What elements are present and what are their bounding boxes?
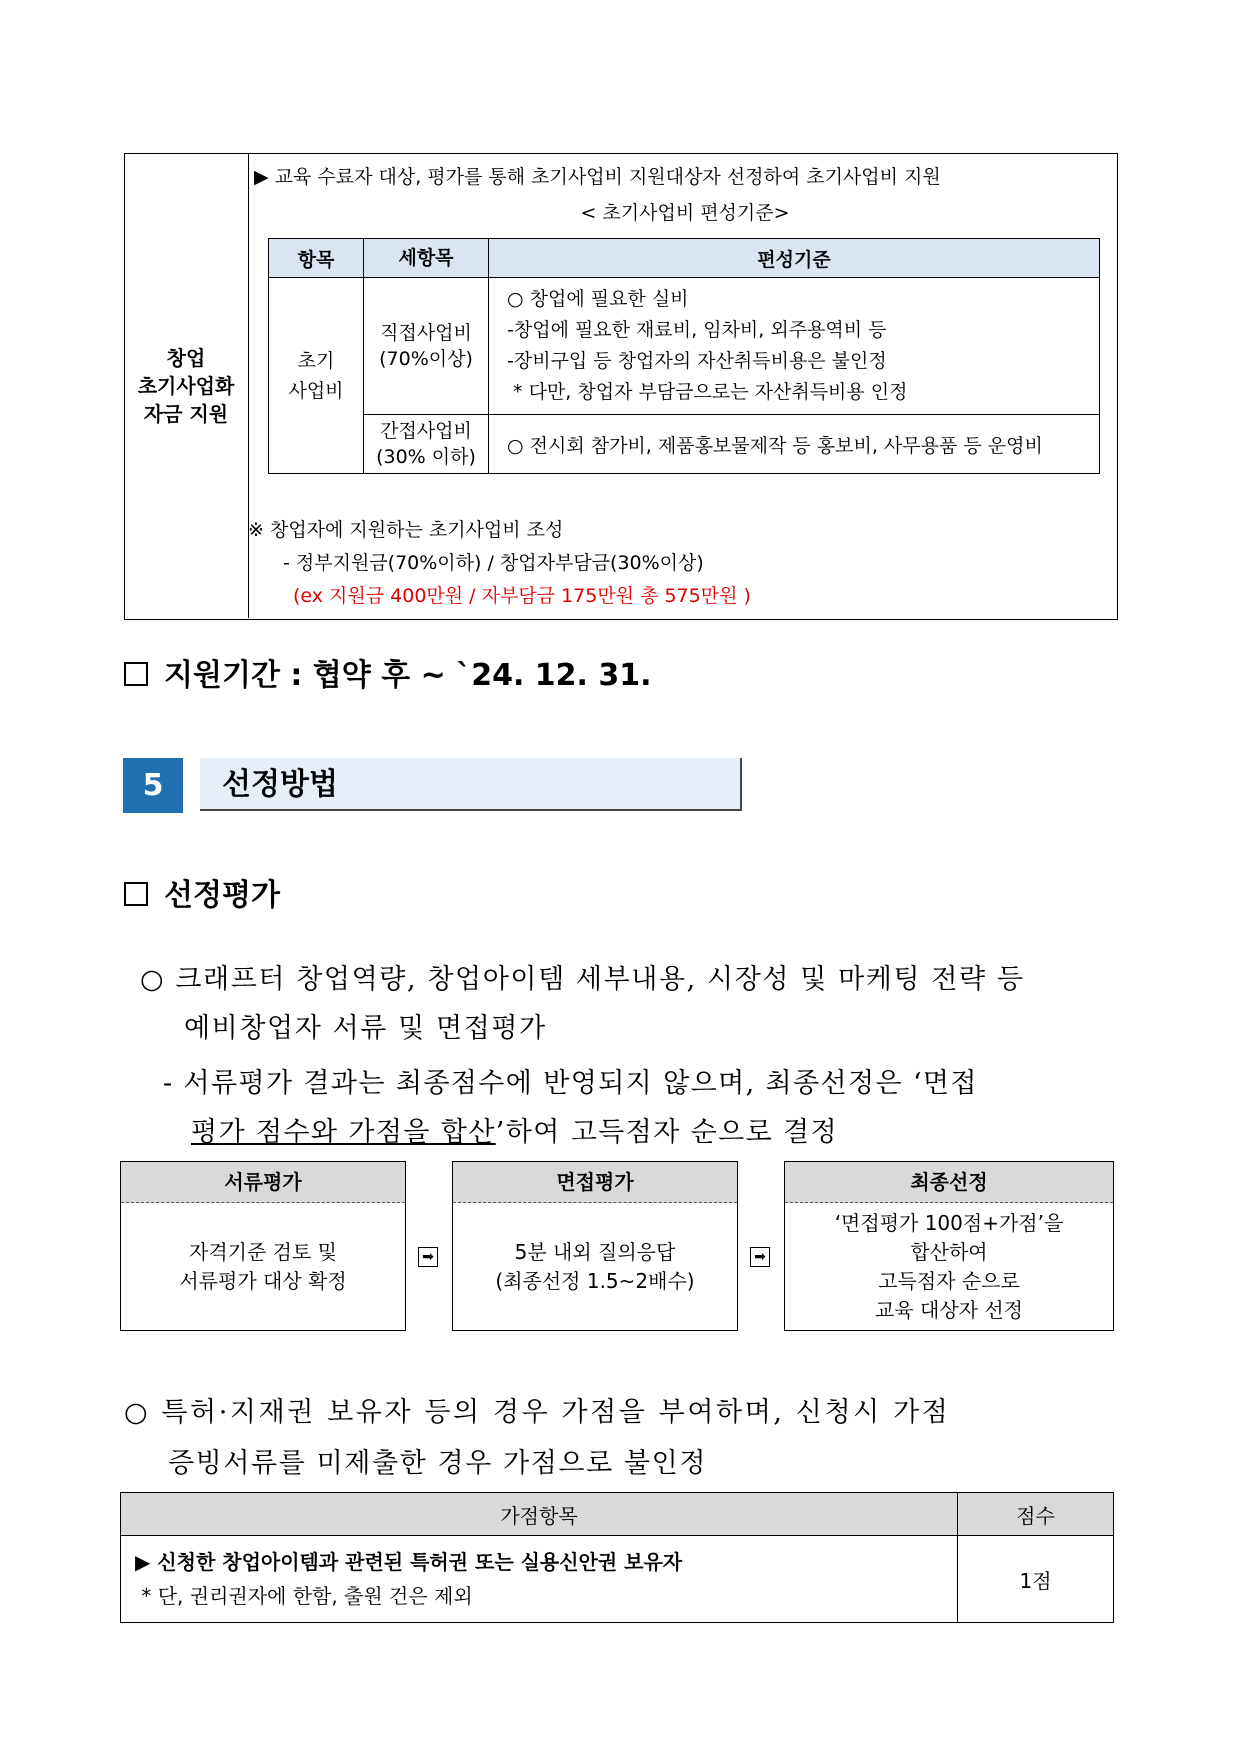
bonus-para-line: ○ 특허·지재권 보유자 등의 경우 가점을 부여하며, 신청시 가점: [124, 1397, 951, 1428]
flow-step-document: [120, 1161, 406, 1331]
bonus-score-cell: 1점: [958, 1536, 1114, 1623]
budget-criteria-table: [268, 238, 1100, 474]
col-header-score: 점수: [958, 1493, 1114, 1536]
subitem-cell: 직접사업비 (70%이상): [364, 278, 489, 415]
flow-step-body: 자격기준 검토 및 서류평가 대상 확정: [179, 1240, 347, 1293]
period-heading: [124, 650, 652, 694]
period-text: 지원기간 : 협약 후 ~ `24. 12. 31.: [164, 658, 652, 693]
budget-note: ※ 창업자에 지원하는 초기사업비 조성: [248, 519, 564, 541]
col-header-item: 항목: [269, 239, 364, 278]
criteria-line: * 다만, 창업자 부담금으로는 자산취득비용 인정: [507, 381, 908, 403]
criteria-line: ○ 창업에 필요한 실비: [507, 288, 689, 310]
criteria-line: -창업에 필요한 재료비, 임차비, 외주용역비 등: [507, 319, 887, 341]
section-title: 선정방법: [200, 758, 742, 811]
eval-para-line: [191, 1110, 838, 1149]
criteria-line: -장비구입 등 창업자의 자산취득비용은 불인정: [507, 350, 887, 372]
eval-para-line: ○ 크래프터 창업역량, 창업아이템 세부내용, 시장성 및 마케팅 전략 등: [140, 964, 1025, 995]
budget-table-caption: < 초기사업비 편성기준>: [580, 202, 790, 224]
eval-para-rest: ’하여 고득점자 순으로 결정: [495, 1117, 839, 1148]
table-row: [121, 1536, 1114, 1623]
budget-note-example: (ex 지원금 400만원 / 자부담금 175만원 총 575만원 ): [293, 585, 751, 607]
bonus-item-cell: [121, 1536, 958, 1623]
arrow-right-icon: ➡: [750, 1247, 770, 1267]
checkbox-square-icon: [124, 662, 148, 686]
flow-step-final: [784, 1161, 1114, 1331]
arrow-right-icon: ➡: [418, 1247, 438, 1267]
table-row: [269, 415, 1100, 474]
underlined-text: 평가 점수와 가점을 합산: [191, 1117, 496, 1148]
support-category-label: 창업 초기사업화 자금 지원: [124, 153, 249, 618]
flow-step-title: 면접평가: [453, 1162, 737, 1203]
flow-step-body: 5분 내외 질의응답 (최종선정 1.5~2배수): [495, 1240, 695, 1293]
eval-para-line: 예비창업자 서류 및 면접평가: [184, 1013, 547, 1044]
criteria-cell: [489, 415, 1100, 474]
support-description: ▶ 교육 수료자 대상, 평가를 통해 초기사업비 지원대상자 선정하여 초기사업비 지원: [254, 166, 941, 188]
section-number: 5: [123, 758, 183, 813]
category-cell: 초기 사업비: [269, 278, 364, 474]
eval-para-line: - 서류평가 결과는 최종점수에 반영되지 않으며, 최종선정은 ‘면접: [163, 1068, 978, 1099]
budget-note-ratio: - 정부지원금(70%이하) / 창업자부담금(30%이상): [283, 552, 704, 574]
col-header-subitem: 세항목: [364, 239, 489, 278]
col-header-criteria: 편성기준: [489, 239, 1100, 278]
flow-step-body: ‘면접평가 100점+가점’을 합산하여 고득점자 순으로 교육 대상자 선정: [834, 1211, 1064, 1322]
flow-step-title: 최종선정: [785, 1162, 1113, 1203]
bonus-item-text: ▶ 신청한 창업아이템과 관련된 특허권 또는 실용신안권 보유자: [135, 1550, 683, 1574]
checkbox-square-icon: [124, 882, 148, 906]
flow-step-title: 서류평가: [121, 1162, 405, 1203]
bonus-item-note: * 단, 권리권자에 한함, 출원 건은 제외: [135, 1584, 473, 1608]
subitem-cell: 간접사업비 (30% 이하): [364, 415, 489, 474]
flow-step-interview: [452, 1161, 738, 1331]
bonus-para-line: 증빙서류를 미제출한 경우 가점으로 불인정: [168, 1448, 708, 1479]
criteria-cell: [489, 278, 1100, 415]
table-row: [269, 278, 1100, 415]
eval-heading: [124, 870, 280, 914]
bonus-points-table: [120, 1492, 1114, 1623]
criteria-line: ○ 전시회 참가비, 제품홍보물제작 등 홍보비, 사무용품 등 운영비: [507, 434, 1043, 457]
eval-heading-text: 선정평가: [164, 878, 280, 913]
col-header-bonus-item: 가점항목: [121, 1493, 958, 1536]
